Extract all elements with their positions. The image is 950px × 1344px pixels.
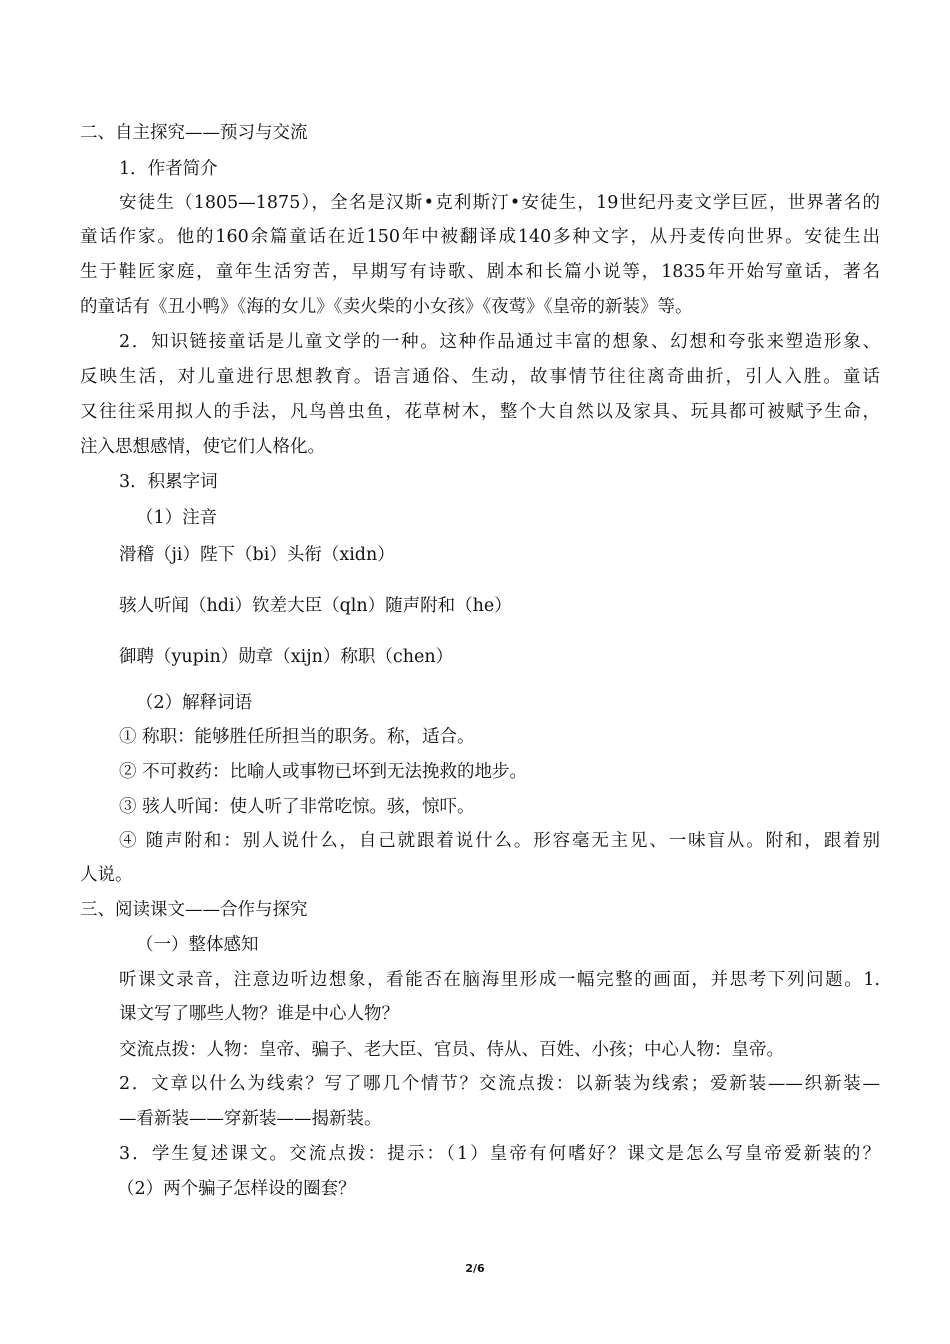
subheading-overall: （一）整体感知 bbox=[136, 935, 259, 955]
subheading-pinyin: （1）注音 bbox=[136, 508, 218, 528]
paragraph-line: 3．学生复述课文。交流点拨：提示：（1）皇帝有何嗜好？课文是怎么写皇帝爱新装的？ bbox=[119, 1144, 880, 1164]
paragraph-line: 课文写了哪些人物？谁是中心人物？ bbox=[119, 1004, 399, 1024]
definition-item: ③ 骇人听闻：使人听了非常吃惊。骇，惊吓。 bbox=[119, 797, 475, 817]
paragraph-line: —看新装——穿新装——揭新装。 bbox=[119, 1109, 382, 1129]
paragraph-line: 安徒生（1805—1875），全名是汉斯•克利斯汀•安徒生，19世纪丹麦文学巨匠，世界著名的 bbox=[119, 193, 880, 213]
paragraph-line: 2．文章以什么为线索？写了哪几个情节？交流点拨：以新装为线索；爱新装——织新装— bbox=[119, 1074, 880, 1094]
pinyin-line: 滑稽（ji）陛下（bi）头衔（xidn） bbox=[119, 545, 395, 565]
paragraph-line: 反映生活，对儿童进行思想教育。语言通俗、生动，故事情节往往离奇曲折，引人入胜。童话 bbox=[80, 367, 880, 387]
paragraph-line: 生于鞋匠家庭，童年生活穷苦，早期写有诗歌、剧本和长篇小说等，1835年开始写童话，著名 bbox=[80, 262, 880, 282]
pinyin-line: 骇人听闻（hdi）钦差大臣（qln）随声附和（he） bbox=[119, 596, 512, 616]
paragraph-line: （2）两个骗子怎样设的圈套？ bbox=[117, 1179, 356, 1199]
paragraph-line: 童话作家。他的160余篇童话在近150年中被翻译成140多种文字，从丹麦传向世界。安徒生出 bbox=[80, 227, 880, 247]
paragraph-line: 又往往采用拟人的手法，凡鸟兽虫鱼，花草树木，整个大自然以及家具、玩具都可被赋予生命， bbox=[80, 402, 880, 422]
paragraph-line: 听课文录音，注意边听边想象，看能否在脑海里形成一幅完整的画面，并思考下列问题。1. bbox=[119, 970, 880, 990]
subheading-author: 1．作者简介 bbox=[119, 159, 218, 179]
definition-item: ① 称职：能够胜任所担当的职务。称，适合。 bbox=[119, 727, 475, 747]
definition-item: ④ 随声附和：别人说什么，自己就跟着说什么。形容毫无主见、一味盲从。附和，跟着别 bbox=[119, 831, 880, 851]
pinyin-line: 御聘（yupin）勋章（xijn）称职（chen） bbox=[119, 647, 454, 667]
section-heading-2: 二、自主探究——预习与交流 bbox=[80, 123, 308, 143]
subheading-vocabulary: 3．积累字词 bbox=[119, 472, 218, 492]
paragraph-line: 的童话有《丑小鸭》《海的女儿》《卖火柴的小女孩》《夜莺》《皇帝的新装》等。 bbox=[80, 297, 693, 317]
definition-item: ② 不可救药：比喻人或事物已坏到无法挽救的地步。 bbox=[119, 762, 528, 782]
paragraph-line: 注入思想感情，使它们人格化。 bbox=[80, 437, 325, 457]
section-heading-3: 三、阅读课文——合作与探究 bbox=[80, 900, 308, 920]
page-number: 2/6 bbox=[465, 1262, 485, 1275]
definition-item-continued: 人说。 bbox=[80, 865, 133, 885]
subheading-definitions: （2）解释词语 bbox=[136, 693, 253, 713]
paragraph-line: 2．知识链接童话是儿童文学的一种。这种作品通过丰富的想象、幻想和夸张来塑造形象、 bbox=[119, 332, 880, 352]
paragraph-line: 交流点拨：人物：皇帝、骗子、老大臣、官员、侍从、百姓、小孩；中心人物：皇帝。 bbox=[119, 1040, 784, 1060]
